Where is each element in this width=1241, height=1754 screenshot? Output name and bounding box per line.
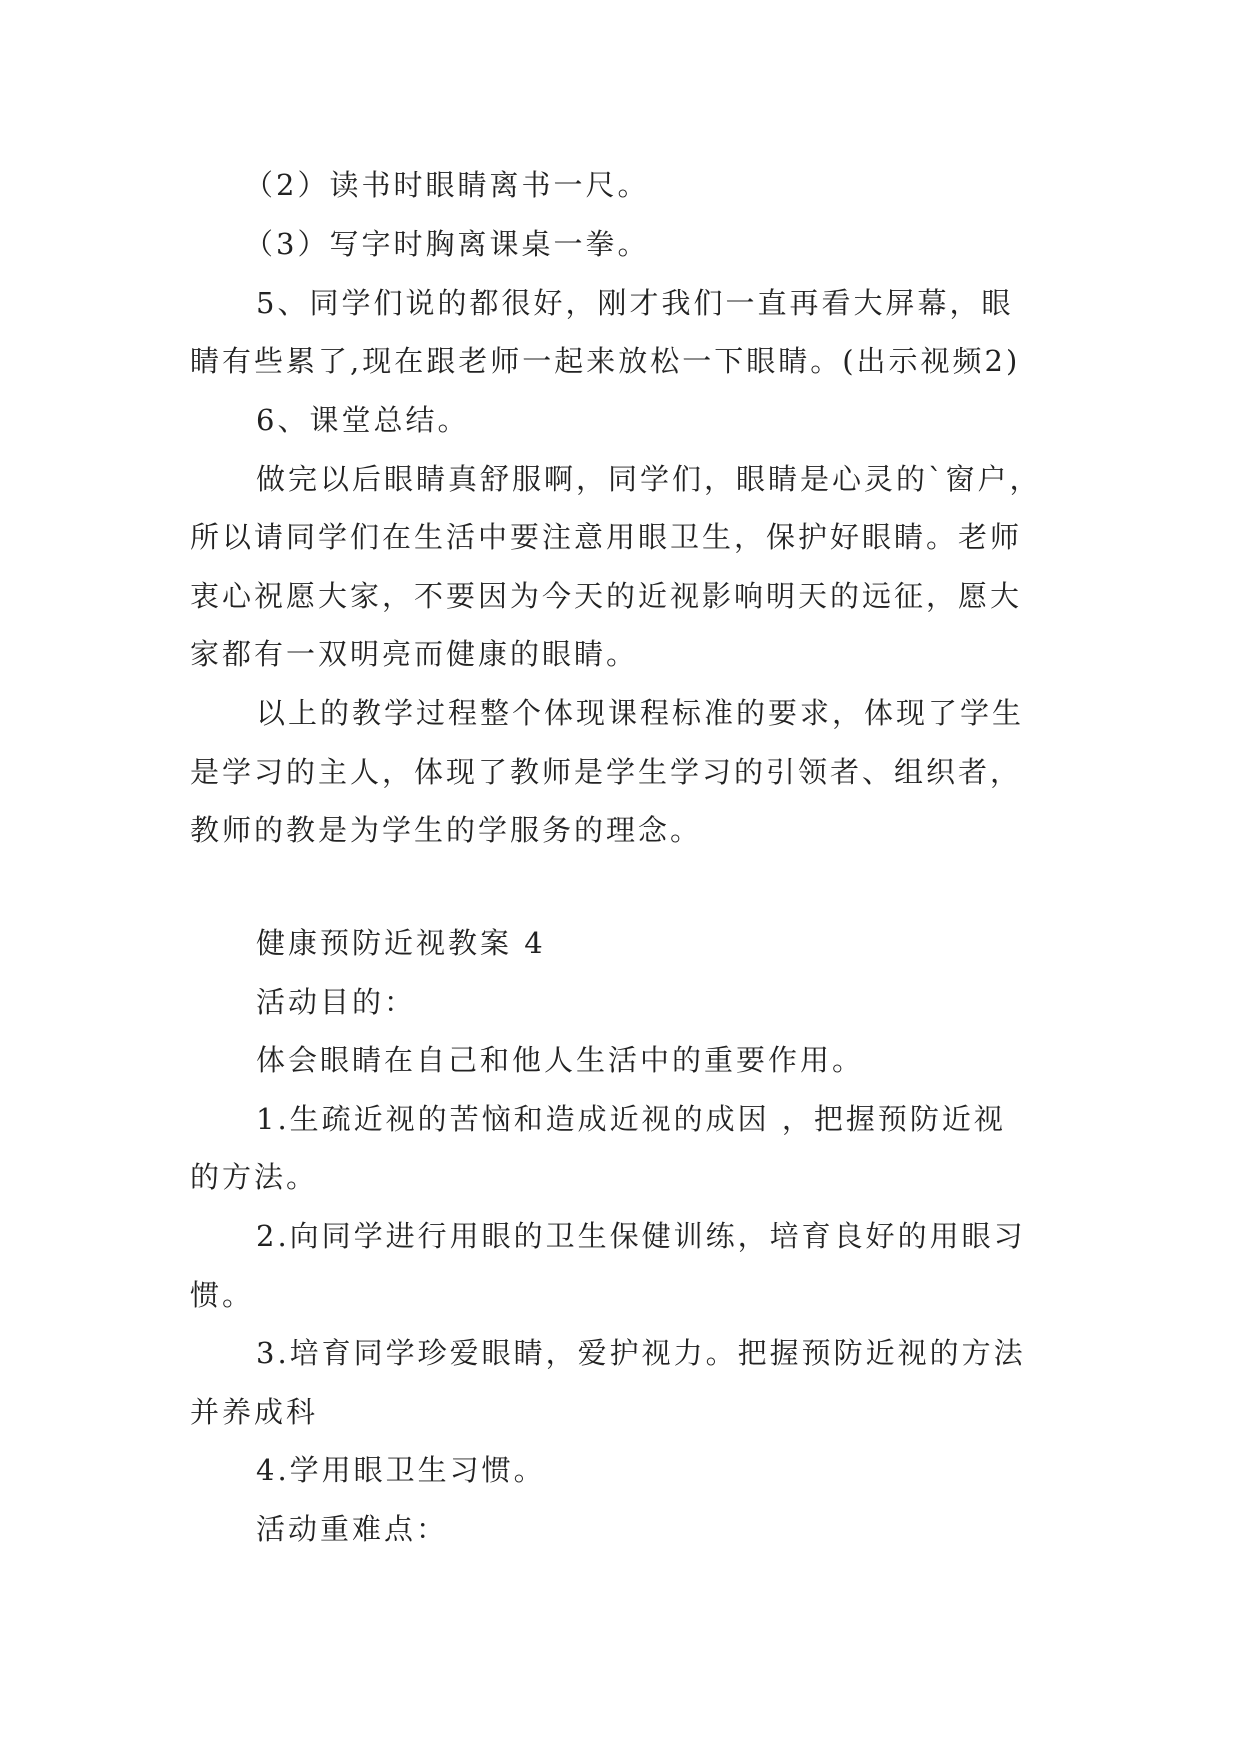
text-line: （2）读书时眼睛离书一尺。: [244, 168, 650, 202]
text-line: 3.培育同学珍爱眼睛，爱护视力。把握预防近视的方法: [256, 1336, 1026, 1370]
text-line: 睛有些累了,现在跟老师一起来放松一下眼睛。(出示视频2): [190, 344, 1021, 378]
text-line: 做完以后眼睛真舒服啊，同学们，眼睛是心灵的`窗户，: [256, 462, 1042, 496]
text-line: 惯。: [190, 1278, 255, 1312]
text-line: 6、课堂总结。: [256, 403, 470, 437]
text-line: 2.向同学进行用眼的卫生保健训练，培育良好的用眼习: [256, 1219, 1026, 1253]
text-line: 所以请同学们在生活中要注意用眼卫生，保护好眼睛。老师: [190, 520, 1023, 554]
text-line: 是学习的主人，体现了教师是学生学习的引领者、组织者，: [190, 755, 1023, 789]
text-line: 的方法。: [190, 1160, 319, 1194]
text-line: 家都有一双明亮而健康的眼睛。: [190, 637, 639, 671]
text-line: 衷心祝愿大家，不要因为今天的近视影响明天的远征，愿大: [190, 579, 1023, 613]
text-line: 以上的教学过程整个体现课程标准的要求，体现了学生: [256, 696, 1025, 730]
text-line: 4.学用眼卫生习惯。: [256, 1453, 546, 1487]
text-line: 并养成科: [190, 1395, 319, 1429]
text-line: 教师的教是为学生的学服务的理念。: [190, 813, 703, 847]
text-line: （3）写字时胸离课桌一拳。: [244, 227, 650, 261]
text-line: 活动目的：: [256, 985, 417, 1019]
text-line: 活动重难点：: [256, 1512, 449, 1546]
text-line: 5、同学们说的都很好，刚才我们一直再看大屏幕，眼: [256, 286, 1014, 320]
section-title: 健康预防近视教案 4: [256, 926, 546, 960]
text-line: 1.生疏近视的苦恼和造成近视的成因 ，把握预防近视: [256, 1102, 1006, 1136]
text-line: 体会眼睛在自己和他人生活中的重要作用。: [256, 1043, 865, 1077]
